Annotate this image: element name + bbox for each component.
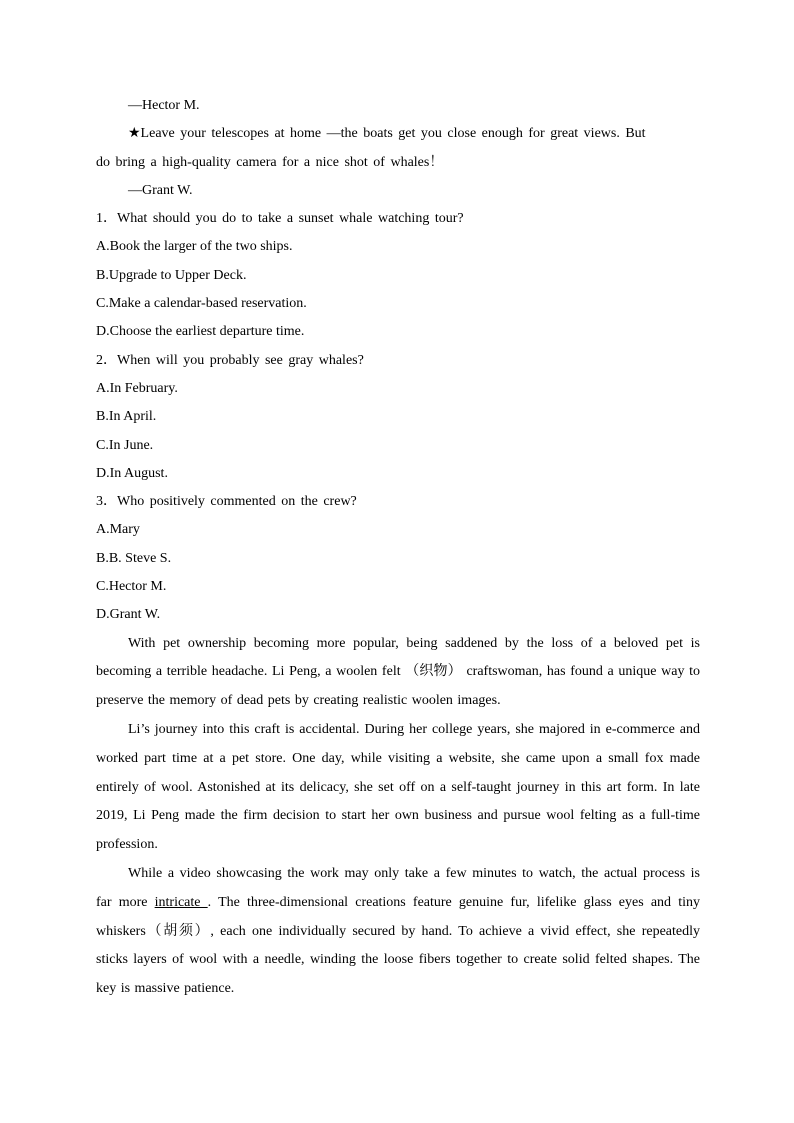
answer-option-c: C.In June. — [96, 437, 154, 453]
review-signature: —Hector M. — [128, 98, 200, 113]
answer-option-c: C.Hector M. — [96, 579, 167, 595]
answer-option-a: A.In February. — [96, 380, 178, 396]
question-stem: 3．Who positively commented on the crew? — [96, 494, 357, 510]
answer-option-d: D.Choose the earliest departure time. — [96, 324, 305, 340]
answer-option-b: B.B. Steve S. — [96, 550, 172, 566]
question-stem: 2．When will you probably see gray whales? — [96, 352, 364, 368]
review-tip-line: do bring a high-quality camera for a nice shot of whales！ — [96, 154, 444, 170]
answer-option-b: B.In April. — [96, 409, 157, 425]
answer-option-d: D.Grant W. — [96, 607, 161, 623]
question-1 — [96, 205, 700, 346]
document-page — [96, 92, 700, 1004]
underlined-word-intricate: intricate — [154, 894, 208, 910]
answer-option-d: D.In August. — [96, 465, 168, 481]
answer-option-c: C.Make a calendar-based reservation. — [96, 296, 307, 312]
question-2 — [96, 347, 700, 488]
question-3 — [96, 488, 700, 629]
passage-text: While a video showcasing the work may only take a few minutes to watch, the actual process is far more — [96, 866, 700, 910]
passage-paragraph-3 — [96, 860, 700, 1004]
review-signature: —Grant W. — [128, 182, 193, 198]
passage-paragraph-2: Li’s journey into this craft is accidental. During her college years, she majored in e-commerce and worked part time at a pet store. One day, while visiting a website, she came upon a small fox made entirely of wool. Astonished at its delicacy, she set off on a self-taught journey in this art form. In late 2019, Li Peng made the firm decision to start her own business and pursue wool felting as a full-time profession. — [96, 722, 700, 853]
passage-paragraph-1: With pet ownership becoming more popular, being saddened by the loss of a beloved pet is becoming a terrible headache. Li Peng, a woolen felt （织物） craftswoman, has found a unique way to preserve the memory of dead pets by creating realistic woolen images. — [96, 635, 700, 709]
answer-option-a: A.Mary — [96, 522, 140, 538]
answer-option-a: A.Book the larger of the two ships. — [96, 239, 293, 255]
passage-text: . The three-dimensional creations feature genuine fur, lifelike glass eyes and tiny whiskers（胡须）, each one individually secured by hand. To achieve a vivid effect, she repeatedly sticks layers of wool with a needle, winding the loose fibers together to create solid felted shapes. The key is massive patience. — [96, 894, 700, 997]
review-tip-line: ★Leave your telescopes at home —the boats get you close enough for great views. But — [128, 126, 646, 142]
question-stem: 1．What should you do to take a sunset whale watching tour? — [96, 211, 464, 227]
answer-option-b: B.Upgrade to Upper Deck. — [96, 267, 247, 283]
